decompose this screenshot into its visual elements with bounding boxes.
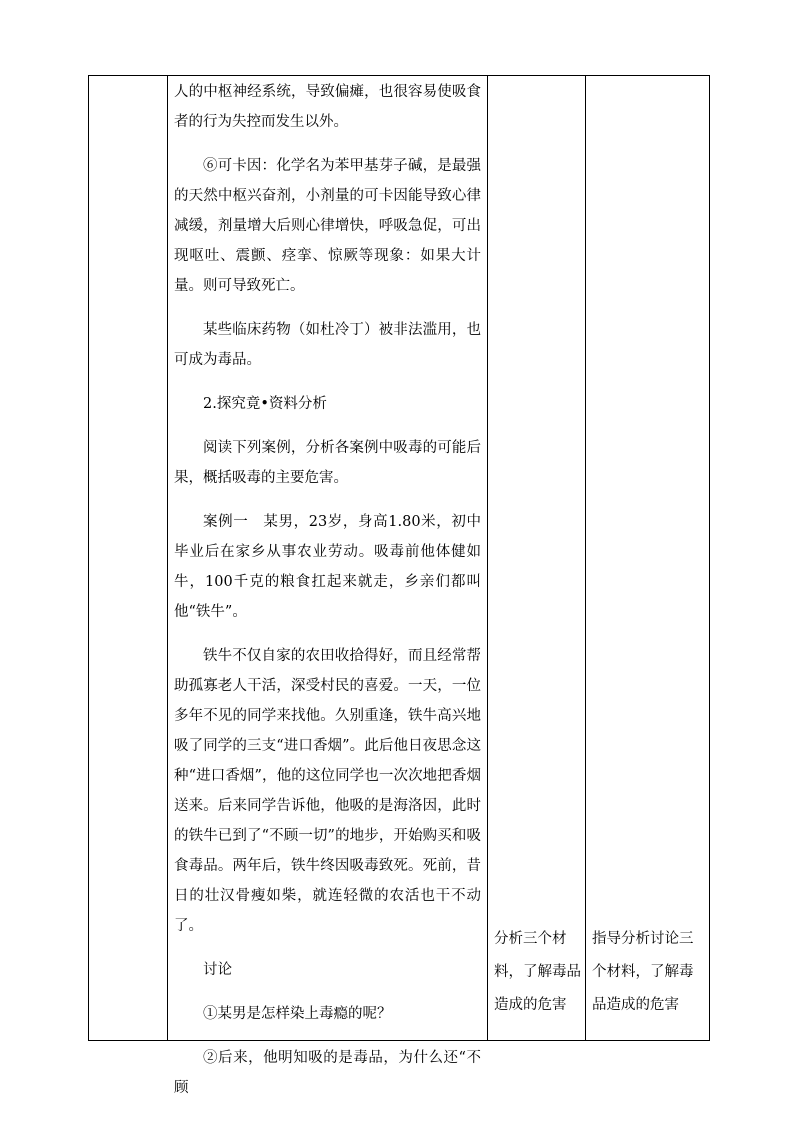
discussion-heading: 讨论	[203, 962, 232, 978]
paragraph-cocaine: ⑥可卡因：化学名为苯甲基芽子碱，是最强的天然中枢兴奋剂，小剂量的可卡因能导致心律减缓，剂量增大后则心律增快，呼吸急促，可出现呕吐、震颤、痉挛、惊厥等现象：如果大计量。则可导致死亡。	[174, 158, 481, 294]
teacher-activity-text: 指导分析讨论三个材料，了解毒品造成的危害	[592, 931, 694, 1013]
table-row	[89, 76, 710, 1041]
paragraph-instructions: 阅读下列案例，分析各案例中吸毒的可能后果，概括吸毒的主要危害。	[174, 440, 481, 486]
paragraph-case-one: 案例一 某男，23岁，身高1.80米，初中毕业后在家乡从事农业劳动。吸毒前他体健如牛，100千克的粮食扛起来就走，乡亲们都叫他“铁牛”。	[174, 514, 481, 620]
section-cell	[89, 76, 168, 1041]
lesson-plan-table	[88, 75, 710, 1096]
teacher-activity-cell	[586, 76, 710, 1041]
student-activity-text: 分析三个材料，了解毒品造成的危害	[494, 931, 581, 1013]
discussion-question-1: ①某男是怎样染上毒瘾的呢？	[203, 1006, 392, 1022]
paragraph-continuation: 人的中枢神经系统，导致偏瘫，也很容易使吸食者的行为失控而发生以外。	[174, 84, 481, 130]
paragraph-clinical-drugs: 某些临床药物（如杜冷丁）被非法滥用，也可成为毒品。	[174, 322, 481, 368]
discussion-question-2: ②后来，他明知吸的是毒品，为什么还“不顾	[174, 1050, 481, 1096]
main-content	[168, 76, 487, 1096]
content-cell	[168, 76, 488, 1096]
student-activity-cell	[488, 76, 586, 1041]
section-heading-data-analysis: 2.探究竟•资料分析	[203, 396, 327, 412]
paragraph-case-story: 铁牛不仅自家的农田收拾得好，而且经常帮助孤寡老人干活，深受村民的喜爱。一天，一位多年不见的同学来找他。久别重逢，铁牛高兴地吸了同学的三支“进口香烟”。此后他日夜思念这种“进口香烟”，他的这位同学也一次次地把香烟送来。后来同学告诉他，他吸的是海洛因，此时的铁牛已到了“不顾一切”的地步，开始购买和吸食毒品。两年后，铁牛终因吸毒致死。死前，昔日的壮汉骨瘦如柴，就连轻微的农活也干不动了。	[174, 648, 481, 934]
